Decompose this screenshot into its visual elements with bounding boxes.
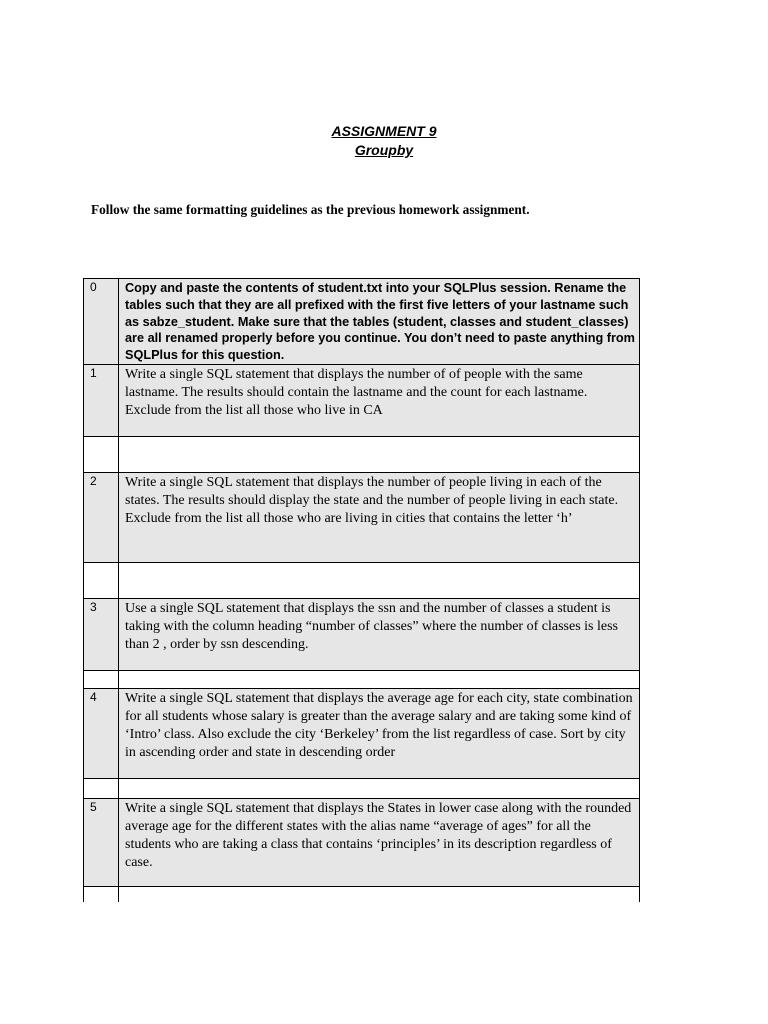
question-number: 1: [84, 364, 119, 436]
question-text: Use a single SQL statement that displays the ssn and the number of classes a student is taking with the column heading “number of classes” where the number of classes is less than 2 , order by ssn descending.: [119, 598, 640, 670]
question-text: Write a single SQL statement that displays the number of of people with the same lastname. The results should contain the lastname and the count for each lastname. Exclude from the list all those who live in CA: [119, 364, 640, 436]
question-text: Write a single SQL statement that displays the number of people living in each of the states. The results should display the state and the number of people living in each state. Exclude from the list all those who are living in cities that contains the letter ‘h’: [119, 472, 640, 562]
question-number: 2: [84, 472, 119, 562]
answer-number-cell: [84, 886, 119, 902]
answer-cell[interactable]: [119, 436, 640, 472]
document-title: ASSIGNMENT 9: [331, 123, 437, 139]
document-subtitle: Groupby: [354, 142, 414, 158]
question-text: Write a single SQL statement that displays the average age for each city, state combination for all students whose salary is greater than the average salary and are taking some kind of ‘Intro’ class. Also exclude the city ‘Berkeley’ from the list regardless of case. Sort by city in ascending order and state in descending order: [119, 688, 640, 778]
answer-row-3: [84, 670, 640, 688]
answer-row-4: [84, 778, 640, 798]
answer-number-cell: [84, 778, 119, 798]
answer-number-cell: [84, 670, 119, 688]
answer-number-cell: [84, 562, 119, 598]
answer-cell[interactable]: [119, 778, 640, 798]
question-number: 3: [84, 598, 119, 670]
question-row-3: [84, 598, 640, 670]
answer-row-2: [84, 562, 640, 598]
answer-number-cell: [84, 436, 119, 472]
question-row-0: [84, 279, 640, 365]
question-row-4: [84, 688, 640, 778]
answer-cell[interactable]: [119, 670, 640, 688]
question-text: Write a single SQL statement that displays the States in lower case along with the rounded average age for the different states with the alias name “average of ages” for all the students who are taking a class that contains ‘principles’ in its description regardless of case.: [119, 798, 640, 886]
answer-row-5: [84, 886, 640, 902]
question-number: 0: [84, 279, 119, 365]
questions-table: [83, 278, 640, 902]
question-row-2: [84, 472, 640, 562]
answer-row-1: [84, 436, 640, 472]
question-row-1: [84, 364, 640, 436]
question-number: 4: [84, 688, 119, 778]
answer-cell[interactable]: [119, 886, 640, 902]
instructions-text: Follow the same formatting guidelines as the previous homework assignment.: [91, 202, 530, 217]
question-row-5: [84, 798, 640, 886]
question-text: Copy and paste the contents of student.txt into your SQLPlus session. Rename the tables such that they are all prefixed with the first five letters of your lastname such as sabze_student. Make sure that the tables (student, classes and student_classes) are all renamed properly before you continue. You don’t need to paste anything from SQLPlus for this question.: [119, 279, 640, 365]
answer-cell[interactable]: [119, 562, 640, 598]
question-number: 5: [84, 798, 119, 886]
document-title-block: [0, 122, 768, 160]
